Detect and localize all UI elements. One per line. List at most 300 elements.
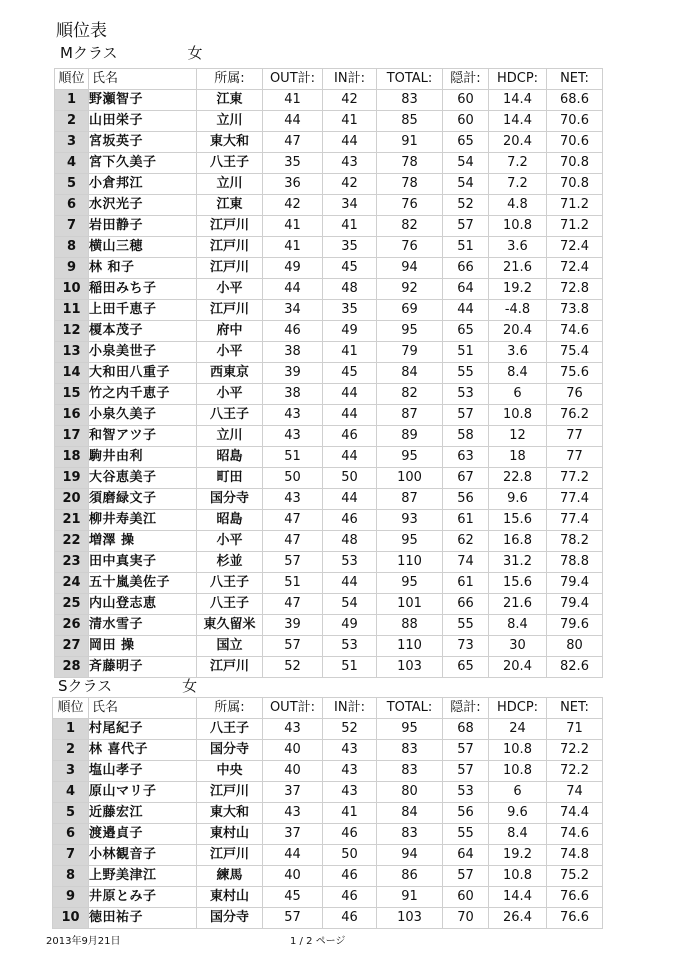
affiliation-cell: 江東 xyxy=(197,90,263,111)
table-row xyxy=(55,321,603,342)
rank-cell: 8 xyxy=(55,237,89,258)
total-score-cell: 91 xyxy=(377,887,443,908)
hidden-score-cell: 54 xyxy=(443,174,489,195)
table-row xyxy=(55,405,603,426)
table-row xyxy=(53,782,603,803)
table-row xyxy=(55,573,603,594)
in-score-cell: 46 xyxy=(323,510,377,531)
hidden-score-cell: 44 xyxy=(443,300,489,321)
net-score-cell: 76.2 xyxy=(547,405,603,426)
hidden-score-cell: 55 xyxy=(443,615,489,636)
col-header-total: TOTAL: xyxy=(377,69,443,90)
in-score-cell: 53 xyxy=(323,636,377,657)
net-score-cell: 77.4 xyxy=(547,489,603,510)
net-score-cell: 71.2 xyxy=(547,195,603,216)
out-score-cell: 47 xyxy=(263,531,323,552)
table-row xyxy=(53,908,603,929)
table-row xyxy=(55,279,603,300)
hidden-score-cell: 65 xyxy=(443,657,489,678)
name-cell: 横山三穂 xyxy=(89,237,197,258)
affiliation-cell: 立川 xyxy=(197,174,263,195)
out-score-cell: 41 xyxy=(263,90,323,111)
total-score-cell: 87 xyxy=(377,489,443,510)
hdcp-cell: 14.4 xyxy=(489,111,547,132)
affiliation-cell: 八王子 xyxy=(197,153,263,174)
net-score-cell: 79.4 xyxy=(547,573,603,594)
rank-cell: 1 xyxy=(53,719,89,740)
hdcp-cell: 10.8 xyxy=(489,866,547,887)
in-score-cell: 41 xyxy=(323,342,377,363)
col-header-net: NET: xyxy=(547,698,603,719)
in-score-cell: 43 xyxy=(323,782,377,803)
hidden-score-cell: 65 xyxy=(443,321,489,342)
in-score-cell: 43 xyxy=(323,153,377,174)
net-score-cell: 77 xyxy=(547,426,603,447)
rank-cell: 25 xyxy=(55,594,89,615)
affiliation-cell: 昭島 xyxy=(197,447,263,468)
name-cell: 村尾紀子 xyxy=(89,719,197,740)
in-score-cell: 44 xyxy=(323,573,377,594)
hdcp-cell: 15.6 xyxy=(489,510,547,531)
hdcp-cell: 9.6 xyxy=(489,803,547,824)
total-score-cell: 82 xyxy=(377,216,443,237)
total-score-cell: 79 xyxy=(377,342,443,363)
out-score-cell: 44 xyxy=(263,279,323,300)
affiliation-cell: 八王子 xyxy=(197,573,263,594)
table-row xyxy=(53,824,603,845)
net-score-cell: 78.8 xyxy=(547,552,603,573)
table-row xyxy=(53,740,603,761)
table-row xyxy=(55,90,603,111)
col-header-out: OUT計: xyxy=(263,698,323,719)
hidden-score-cell: 66 xyxy=(443,258,489,279)
name-cell: 徳田祐子 xyxy=(89,908,197,929)
col-header-affiliation: 所属: xyxy=(197,698,263,719)
rank-cell: 28 xyxy=(55,657,89,678)
hdcp-cell: 10.8 xyxy=(489,405,547,426)
total-score-cell: 95 xyxy=(377,531,443,552)
col-header-hidden: 隠計: xyxy=(443,698,489,719)
affiliation-cell: 江戸川 xyxy=(197,657,263,678)
net-score-cell: 77.4 xyxy=(547,510,603,531)
net-score-cell: 72.4 xyxy=(547,258,603,279)
affiliation-cell: 練馬 xyxy=(197,866,263,887)
hdcp-cell: 30 xyxy=(489,636,547,657)
net-score-cell: 74 xyxy=(547,782,603,803)
hdcp-cell: 10.8 xyxy=(489,216,547,237)
hidden-score-cell: 64 xyxy=(443,279,489,300)
rank-cell: 10 xyxy=(53,908,89,929)
rank-cell: 24 xyxy=(55,573,89,594)
hidden-score-cell: 60 xyxy=(443,90,489,111)
hidden-score-cell: 57 xyxy=(443,761,489,782)
total-score-cell: 103 xyxy=(377,657,443,678)
s-class-rows xyxy=(53,719,603,929)
name-cell: 小林観音子 xyxy=(89,845,197,866)
col-header-hdcp: HDCP: xyxy=(489,69,547,90)
in-score-cell: 49 xyxy=(323,615,377,636)
hdcp-cell: 7.2 xyxy=(489,174,547,195)
in-score-cell: 42 xyxy=(323,90,377,111)
hidden-score-cell: 54 xyxy=(443,153,489,174)
table-row xyxy=(55,636,603,657)
hdcp-cell: 20.4 xyxy=(489,132,547,153)
hdcp-cell: 12 xyxy=(489,426,547,447)
table-row xyxy=(55,195,603,216)
affiliation-cell: 立川 xyxy=(197,426,263,447)
rank-cell: 5 xyxy=(53,803,89,824)
hdcp-cell: 21.6 xyxy=(489,258,547,279)
table-row xyxy=(55,384,603,405)
affiliation-cell: 小平 xyxy=(197,342,263,363)
rank-cell: 20 xyxy=(55,489,89,510)
hidden-score-cell: 62 xyxy=(443,531,489,552)
rank-cell: 19 xyxy=(55,468,89,489)
rank-cell: 21 xyxy=(55,510,89,531)
net-score-cell: 77.2 xyxy=(547,468,603,489)
name-cell: 田中真実子 xyxy=(89,552,197,573)
col-header-hidden: 隠計: xyxy=(443,69,489,90)
name-cell: 林 和子 xyxy=(89,258,197,279)
in-score-cell: 46 xyxy=(323,887,377,908)
in-score-cell: 44 xyxy=(323,384,377,405)
name-cell: 岡田 操 xyxy=(89,636,197,657)
table-row xyxy=(55,594,603,615)
out-score-cell: 51 xyxy=(263,573,323,594)
s-class-ranking-table xyxy=(52,697,603,929)
name-cell: 近藤宏江 xyxy=(89,803,197,824)
col-header-name: 氏名 xyxy=(89,698,197,719)
out-score-cell: 41 xyxy=(263,237,323,258)
total-score-cell: 80 xyxy=(377,782,443,803)
affiliation-cell: 東久留米 xyxy=(197,615,263,636)
total-score-cell: 83 xyxy=(377,761,443,782)
total-score-cell: 76 xyxy=(377,195,443,216)
name-cell: 水沢光子 xyxy=(89,195,197,216)
hidden-score-cell: 58 xyxy=(443,426,489,447)
rank-cell: 13 xyxy=(55,342,89,363)
name-cell: 清水雪子 xyxy=(89,615,197,636)
affiliation-cell: 小平 xyxy=(197,279,263,300)
name-cell: 山田栄子 xyxy=(89,111,197,132)
table-row xyxy=(55,132,603,153)
hdcp-cell: 7.2 xyxy=(489,153,547,174)
total-score-cell: 69 xyxy=(377,300,443,321)
hidden-score-cell: 60 xyxy=(443,111,489,132)
hidden-score-cell: 57 xyxy=(443,866,489,887)
col-header-in: IN計: xyxy=(323,698,377,719)
table-row xyxy=(55,237,603,258)
out-score-cell: 43 xyxy=(263,426,323,447)
out-score-cell: 49 xyxy=(263,258,323,279)
hdcp-cell: 10.8 xyxy=(489,740,547,761)
total-score-cell: 82 xyxy=(377,384,443,405)
hdcp-cell: 14.4 xyxy=(489,887,547,908)
table-row xyxy=(55,489,603,510)
name-cell: 内山登志恵 xyxy=(89,594,197,615)
hdcp-cell: 15.6 xyxy=(489,573,547,594)
net-score-cell: 82.6 xyxy=(547,657,603,678)
col-header-name: 氏名 xyxy=(89,69,197,90)
out-score-cell: 43 xyxy=(263,405,323,426)
out-score-cell: 38 xyxy=(263,384,323,405)
name-cell: 原山マリ子 xyxy=(89,782,197,803)
net-score-cell: 75.2 xyxy=(547,866,603,887)
affiliation-cell: 昭島 xyxy=(197,510,263,531)
hdcp-cell: 24 xyxy=(489,719,547,740)
hidden-score-cell: 51 xyxy=(443,342,489,363)
in-score-cell: 51 xyxy=(323,657,377,678)
affiliation-cell: 国立 xyxy=(197,636,263,657)
hdcp-cell: 21.6 xyxy=(489,594,547,615)
net-score-cell: 72.4 xyxy=(547,237,603,258)
name-cell: 上田千恵子 xyxy=(89,300,197,321)
name-cell: 小倉邦江 xyxy=(89,174,197,195)
affiliation-cell: 江戸川 xyxy=(197,258,263,279)
hdcp-cell: 9.6 xyxy=(489,489,547,510)
hidden-score-cell: 57 xyxy=(443,405,489,426)
table-row xyxy=(55,258,603,279)
total-score-cell: 84 xyxy=(377,363,443,384)
affiliation-cell: 立川 xyxy=(197,111,263,132)
affiliation-cell: 江東 xyxy=(197,195,263,216)
total-score-cell: 84 xyxy=(377,803,443,824)
col-header-total: TOTAL: xyxy=(377,698,443,719)
out-score-cell: 36 xyxy=(263,174,323,195)
in-score-cell: 46 xyxy=(323,426,377,447)
net-score-cell: 72.2 xyxy=(547,761,603,782)
net-score-cell: 74.8 xyxy=(547,845,603,866)
in-score-cell: 44 xyxy=(323,447,377,468)
total-score-cell: 92 xyxy=(377,279,443,300)
affiliation-cell: 国分寺 xyxy=(197,740,263,761)
m-header-row xyxy=(55,69,603,90)
affiliation-cell: 中央 xyxy=(197,761,263,782)
col-header-in: IN計: xyxy=(323,69,377,90)
out-score-cell: 37 xyxy=(263,782,323,803)
table-row xyxy=(55,510,603,531)
hdcp-cell: 16.8 xyxy=(489,531,547,552)
in-score-cell: 46 xyxy=(323,866,377,887)
total-score-cell: 93 xyxy=(377,510,443,531)
in-score-cell: 41 xyxy=(323,111,377,132)
hdcp-cell: 22.8 xyxy=(489,468,547,489)
col-header-rank: 順位 xyxy=(55,69,89,90)
table-row xyxy=(55,174,603,195)
hidden-score-cell: 70 xyxy=(443,908,489,929)
hidden-score-cell: 64 xyxy=(443,845,489,866)
out-score-cell: 40 xyxy=(263,761,323,782)
rank-cell: 23 xyxy=(55,552,89,573)
out-score-cell: 57 xyxy=(263,636,323,657)
total-score-cell: 85 xyxy=(377,111,443,132)
out-score-cell: 47 xyxy=(263,510,323,531)
name-cell: 小泉久美子 xyxy=(89,405,197,426)
rank-cell: 12 xyxy=(55,321,89,342)
in-score-cell: 50 xyxy=(323,845,377,866)
hidden-score-cell: 55 xyxy=(443,363,489,384)
hdcp-cell: 8.4 xyxy=(489,615,547,636)
table-row xyxy=(55,300,603,321)
name-cell: 上野美津江 xyxy=(89,866,197,887)
col-header-hdcp: HDCP: xyxy=(489,698,547,719)
hdcp-cell: 4.8 xyxy=(489,195,547,216)
affiliation-cell: 江戸川 xyxy=(197,782,263,803)
total-score-cell: 95 xyxy=(377,321,443,342)
affiliation-cell: 府中 xyxy=(197,321,263,342)
rank-cell: 9 xyxy=(53,887,89,908)
affiliation-cell: 江戸川 xyxy=(197,300,263,321)
hidden-score-cell: 57 xyxy=(443,216,489,237)
col-header-affiliation: 所属: xyxy=(197,69,263,90)
rank-cell: 22 xyxy=(55,531,89,552)
net-score-cell: 79.4 xyxy=(547,594,603,615)
in-score-cell: 52 xyxy=(323,719,377,740)
table-row xyxy=(53,866,603,887)
table-row xyxy=(55,447,603,468)
net-score-cell: 73.8 xyxy=(547,300,603,321)
out-score-cell: 37 xyxy=(263,824,323,845)
s-class-heading xyxy=(58,675,197,696)
table-row xyxy=(55,216,603,237)
affiliation-cell: 東大和 xyxy=(197,132,263,153)
out-score-cell: 43 xyxy=(263,803,323,824)
affiliation-cell: 八王子 xyxy=(197,719,263,740)
hidden-score-cell: 63 xyxy=(443,447,489,468)
net-score-cell: 75.6 xyxy=(547,363,603,384)
affiliation-cell: 西東京 xyxy=(197,363,263,384)
name-cell: 岩田静子 xyxy=(89,216,197,237)
in-score-cell: 42 xyxy=(323,174,377,195)
affiliation-cell: 町田 xyxy=(197,468,263,489)
affiliation-cell: 八王子 xyxy=(197,405,263,426)
name-cell: 渡邉貞子 xyxy=(89,824,197,845)
name-cell: 和智アツ子 xyxy=(89,426,197,447)
out-score-cell: 47 xyxy=(263,132,323,153)
affiliation-cell: 杉並 xyxy=(197,552,263,573)
table-row xyxy=(53,761,603,782)
rank-cell: 1 xyxy=(55,90,89,111)
name-cell: 大谷恵美子 xyxy=(89,468,197,489)
hidden-score-cell: 51 xyxy=(443,237,489,258)
total-score-cell: 94 xyxy=(377,258,443,279)
net-score-cell: 70.8 xyxy=(547,174,603,195)
name-cell: 増澤 操 xyxy=(89,531,197,552)
name-cell: 井原とみ子 xyxy=(89,887,197,908)
total-score-cell: 95 xyxy=(377,719,443,740)
name-cell: 宮坂英子 xyxy=(89,132,197,153)
name-cell: 五十嵐美佐子 xyxy=(89,573,197,594)
net-score-cell: 72.8 xyxy=(547,279,603,300)
hdcp-cell: 20.4 xyxy=(489,321,547,342)
net-score-cell: 70.6 xyxy=(547,132,603,153)
out-score-cell: 43 xyxy=(263,719,323,740)
hidden-score-cell: 73 xyxy=(443,636,489,657)
out-score-cell: 46 xyxy=(263,321,323,342)
name-cell: 榎本茂子 xyxy=(89,321,197,342)
in-score-cell: 35 xyxy=(323,300,377,321)
name-cell: 須磨緑文子 xyxy=(89,489,197,510)
rank-cell: 8 xyxy=(53,866,89,887)
name-cell: 稲田みち子 xyxy=(89,279,197,300)
hdcp-cell: 19.2 xyxy=(489,845,547,866)
net-score-cell: 79.6 xyxy=(547,615,603,636)
hdcp-cell: 10.8 xyxy=(489,761,547,782)
hidden-score-cell: 65 xyxy=(443,132,489,153)
total-score-cell: 94 xyxy=(377,845,443,866)
net-score-cell: 74.4 xyxy=(547,803,603,824)
out-score-cell: 51 xyxy=(263,447,323,468)
in-score-cell: 44 xyxy=(323,489,377,510)
in-score-cell: 46 xyxy=(323,908,377,929)
in-score-cell: 43 xyxy=(323,761,377,782)
affiliation-cell: 東大和 xyxy=(197,803,263,824)
footer-page-number: 1 / 2 ページ xyxy=(290,936,346,947)
affiliation-cell: 国分寺 xyxy=(197,489,263,510)
rank-cell: 11 xyxy=(55,300,89,321)
name-cell: 林 喜代子 xyxy=(89,740,197,761)
out-score-cell: 43 xyxy=(263,489,323,510)
rank-cell: 26 xyxy=(55,615,89,636)
total-score-cell: 86 xyxy=(377,866,443,887)
total-score-cell: 100 xyxy=(377,468,443,489)
net-score-cell: 78.2 xyxy=(547,531,603,552)
in-score-cell: 46 xyxy=(323,824,377,845)
hidden-score-cell: 56 xyxy=(443,803,489,824)
in-score-cell: 48 xyxy=(323,531,377,552)
m-class-gender: 女 xyxy=(187,44,203,62)
affiliation-cell: 江戸川 xyxy=(197,237,263,258)
out-score-cell: 52 xyxy=(263,657,323,678)
rank-cell: 14 xyxy=(55,363,89,384)
net-score-cell: 76.6 xyxy=(547,908,603,929)
hdcp-cell: 18 xyxy=(489,447,547,468)
rank-cell: 2 xyxy=(53,740,89,761)
total-score-cell: 76 xyxy=(377,237,443,258)
table-row xyxy=(55,531,603,552)
rank-cell: 3 xyxy=(55,132,89,153)
table-row xyxy=(55,552,603,573)
total-score-cell: 110 xyxy=(377,552,443,573)
out-score-cell: 45 xyxy=(263,887,323,908)
total-score-cell: 103 xyxy=(377,908,443,929)
hdcp-cell: 8.4 xyxy=(489,824,547,845)
hidden-score-cell: 55 xyxy=(443,824,489,845)
m-class-rows xyxy=(55,90,603,678)
m-class-ranking-table xyxy=(54,68,603,678)
total-score-cell: 78 xyxy=(377,174,443,195)
page-title: 順位表 xyxy=(56,21,107,41)
out-score-cell: 57 xyxy=(263,908,323,929)
hdcp-cell: 6 xyxy=(489,782,547,803)
name-cell: 宮下久美子 xyxy=(89,153,197,174)
hidden-score-cell: 61 xyxy=(443,573,489,594)
out-score-cell: 57 xyxy=(263,552,323,573)
net-score-cell: 68.6 xyxy=(547,90,603,111)
table-row xyxy=(55,111,603,132)
rank-cell: 7 xyxy=(55,216,89,237)
total-score-cell: 95 xyxy=(377,447,443,468)
in-score-cell: 48 xyxy=(323,279,377,300)
out-score-cell: 35 xyxy=(263,153,323,174)
total-score-cell: 88 xyxy=(377,615,443,636)
hdcp-cell: 8.4 xyxy=(489,363,547,384)
table-row xyxy=(55,153,603,174)
affiliation-cell: 小平 xyxy=(197,531,263,552)
rank-cell: 5 xyxy=(55,174,89,195)
hidden-score-cell: 56 xyxy=(443,489,489,510)
hidden-score-cell: 68 xyxy=(443,719,489,740)
